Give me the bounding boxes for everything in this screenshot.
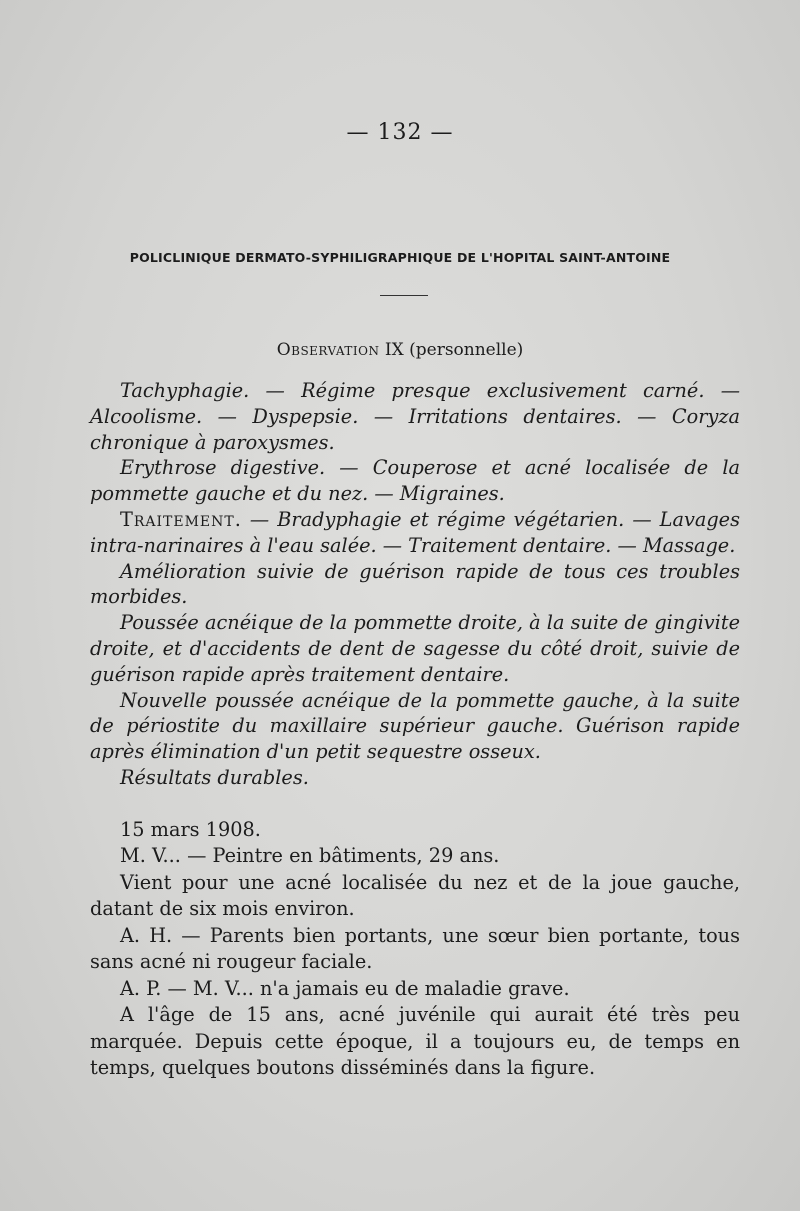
page-number: — 132 —: [346, 120, 454, 145]
traitement-text: — Bradyphagie et régime végétarien. — Lavages intra-narinaires à l'eau salée. — Traitement dentaire. — Massage.: [90, 507, 740, 557]
paragraph: Poussée acnéique de la pommette droite, à la suite de gingivite droite, et d'accidents de dent de sagesse du côté droit, suivie de guérison rapide après traitement dentaire.: [90, 611, 740, 686]
paragraph: Résultats durables.: [120, 765, 309, 789]
paragraph: Tachyphagie. — Régime presque exclusivement carné. — Alcoolisme. — Dyspepsie. — Irritations dentaires. — Coryza chronique à paroxysmes.: [90, 379, 740, 454]
date-line: 15 mars 1908.: [120, 817, 261, 841]
paragraph: A. H. — Parents bien portants, une sœur bien portante, tous sans acné ni rougeur faciale.: [90, 923, 740, 974]
paragraph: M. V... — Peintre en bâtiments, 29 ans.: [120, 844, 500, 868]
traitement-label: Traitement.: [120, 507, 242, 531]
paragraph: A. P. — M. V... n'a jamais eu de maladie grave.: [120, 976, 570, 1000]
observation-number: IX (personnelle): [384, 340, 524, 360]
paragraph: Vient pour une acné localisée du nez et de la joue gauche, datant de six mois environ.: [90, 870, 740, 921]
observation-label: Observation: [276, 340, 380, 360]
observation-body: [90, 378, 740, 1082]
paragraph: Nouvelle poussée acnéique de la pommette gauche, à la suite de périostite du maxillaire supérieur gauche. Guérison rapide après élimination d'un petit sequestre osseux.: [90, 688, 740, 764]
paragraph: A l'âge de 15 ans, acné juvénile qui aurait été très peu marquée. Depuis cette époque, il a toujours eu, de temps en temps, quelques boutons disséminés dans la figure.: [90, 1003, 740, 1080]
divider: [380, 295, 428, 296]
section-heading: POLICLINIQUE DERMATO-SYPHILIGRAPHIQUE DE L'HOPITAL SAINT-ANTOINE: [129, 250, 671, 265]
paragraph-traitement: [90, 507, 740, 559]
observation-title: [0, 340, 800, 360]
paragraph: Erythrose digestive. — Couperose et acné localisée de la pommette gauche et du nez. — Migraines.: [90, 456, 740, 506]
paragraph: Amélioration suivie de guérison rapide de tous ces troubles morbides.: [90, 559, 740, 609]
